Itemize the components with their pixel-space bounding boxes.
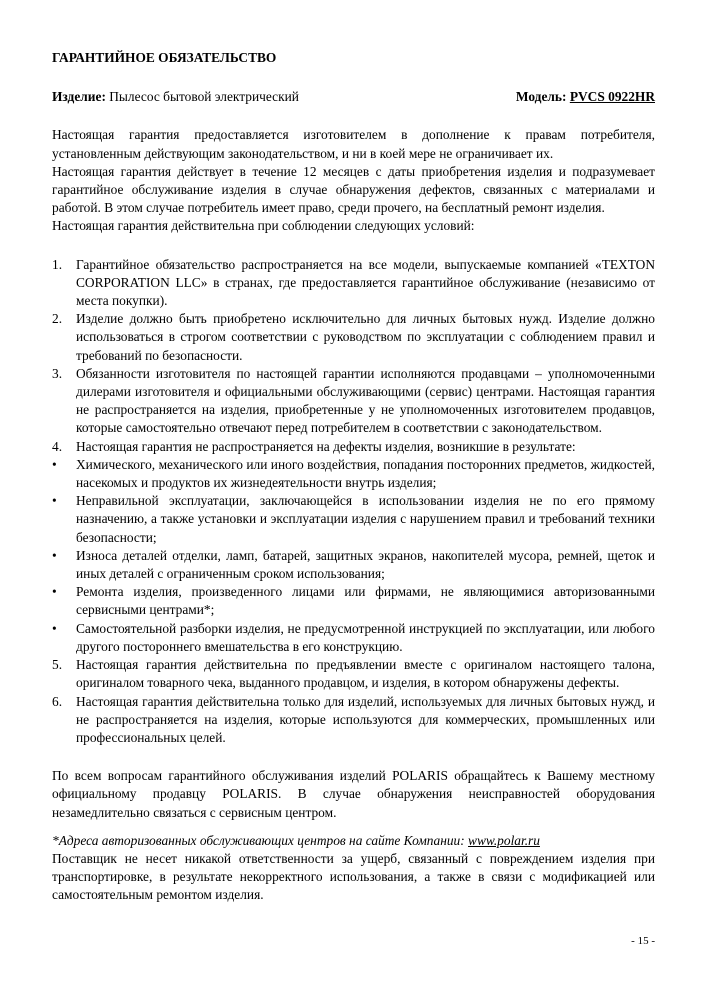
list-marker: • (52, 584, 57, 600)
list-item (52, 547, 655, 583)
list-item (52, 693, 655, 748)
list-item-text: Химического, механического или иного воздействия, попадания посторонних предметов, жидкостей, насекомых и продуктов их жизнедеятельности внутрь изделия; (76, 456, 655, 491)
list-item (52, 620, 655, 656)
model-info (516, 88, 655, 106)
website-link[interactable]: www.polar.ru (468, 832, 540, 848)
list-item-text: Самостоятельной разборки изделия, не предусмотренной инструкцией по эксплуатации, или любого другого постороннего вмешательства в его конструкцию. (76, 620, 655, 654)
service-centers-note (52, 832, 655, 850)
product-meta (52, 88, 655, 106)
conditions-list (52, 256, 655, 747)
list-item (52, 583, 655, 619)
model-value: PVCS 0922HR (569, 89, 655, 105)
page-title: ГАРАНТИЙНОЕ ОБЯЗАТЕЛЬСТВО (52, 50, 277, 65)
list-item-text: Гарантийное обязательство распространяется на все модели, выпускаемые компанией «TEXTON CORPORATION LLC» в странах, где предоставляется гарантийное обслуживание (независимо от места покупки). (76, 256, 655, 309)
list-marker: 1. (52, 256, 63, 272)
list-item (52, 256, 655, 311)
list-item-text: Неправильной эксплуатации, заключающейся в использовании изделия не по его прямому назначению, а также установки и эксплуатации изделия с нарушением правил и требований техники безопасности; (76, 493, 655, 545)
list-marker: • (52, 547, 57, 563)
list-marker: • (52, 456, 57, 472)
list-marker: • (52, 620, 57, 636)
list-item (52, 438, 655, 456)
model-label: Модель: (515, 89, 567, 105)
list-marker: 3. (52, 365, 63, 381)
contact-paragraph: По всем вопросам гарантийного обслуживания изделий POLARIS обращайтесь к Вашему местному официальному продавцу POLARIS. В случае обнаружения неисправностей оборудования незамедлительно связаться с сервисным центром. (52, 768, 655, 820)
list-marker: 6. (52, 693, 63, 709)
liability-paragraph: Поставщик не несет никакой ответственности за ущерб, связанный с повреждением изделия при транспортировке, в результате некорректного использования, а также в связи с модификацией или самостоятельным ремонтом изделия. (52, 850, 655, 903)
list-item (52, 492, 655, 547)
list-item-text: Износа деталей отделки, ламп, батарей, защитных экранов, накопителей мусора, ремней, щеток и иных деталей с ограниченным сроком использования; (76, 547, 655, 582)
list-item (52, 656, 655, 692)
list-item-text: Обязанности изготовителя по настоящей гарантии исполняются продавцами – уполномоченными дилерами изготовителя и официальными обслуживающими (сервис) центрами. Настоящая гарантия не распространяется на изделия, приобретенные у не уполномоченных изготовителем продавцов, которые самостоятельно отвечают перед потребителем в соответствии с законодательством. (76, 365, 655, 436)
list-marker: 5. (52, 657, 63, 673)
intro-paragraph: Настоящая гарантия действует в течение 12 месяцев с даты приобретения изделия и подразумевает гарантийное обслуживание изделия в случае обнаружения дефектов, связанных с материалами и работой. В этом случае потребитель имеет право, среди прочего, на бесплатный ремонт изделия. (52, 163, 655, 216)
list-item-text: Изделие должно быть приобретено исключительно для личных бытовых нужд. Изделие должно использоваться в строгом соответствии с руководством по эксплуатации с соблюдением правил и требований по безопасности. (76, 311, 655, 363)
list-marker: • (52, 493, 57, 509)
intro-paragraph: Настоящая гарантия действительна при соблюдении следующих условий: (52, 218, 475, 234)
page-number: - 15 - (631, 935, 655, 947)
list-item (52, 310, 655, 365)
list-item-text: Настоящая гарантия действительна только для изделий, используемых для личных бытовых нужд, и не распространяется на изделия, которые используются для коммерческих, промышленных или профессиональных целей. (76, 693, 655, 745)
product-info (52, 88, 299, 106)
note-text: *Адреса авторизованных обслуживающих центров на сайте Компании: (52, 832, 469, 848)
list-marker: 2. (52, 311, 63, 327)
product-value: Пылесос бытовой электрический (109, 89, 299, 105)
list-item-text: Ремонта изделия, произведенного лицами или фирмами, не являющимися авторизованными сервисными центрами*; (76, 584, 655, 618)
product-label: Изделие: (52, 89, 106, 105)
list-item-text: Настоящая гарантия не распространяется на дефекты изделия, возникшие в результате: (76, 438, 576, 454)
list-item (52, 365, 655, 438)
intro-section (52, 126, 655, 235)
list-marker: 4. (52, 438, 63, 454)
intro-paragraph: Настоящая гарантия предоставляется изготовителем в дополнение к правам потребителя, установленным действующим законодательством, и ни в коей мере не ограничивает их. (52, 127, 655, 161)
list-item (52, 456, 655, 492)
list-item-text: Настоящая гарантия действительна по предъявлении вместе с оригиналом настоящего талона, оригиналом товарного чека, выданного продавцом, и изделия, в котором обнаружены дефекты. (76, 657, 655, 691)
